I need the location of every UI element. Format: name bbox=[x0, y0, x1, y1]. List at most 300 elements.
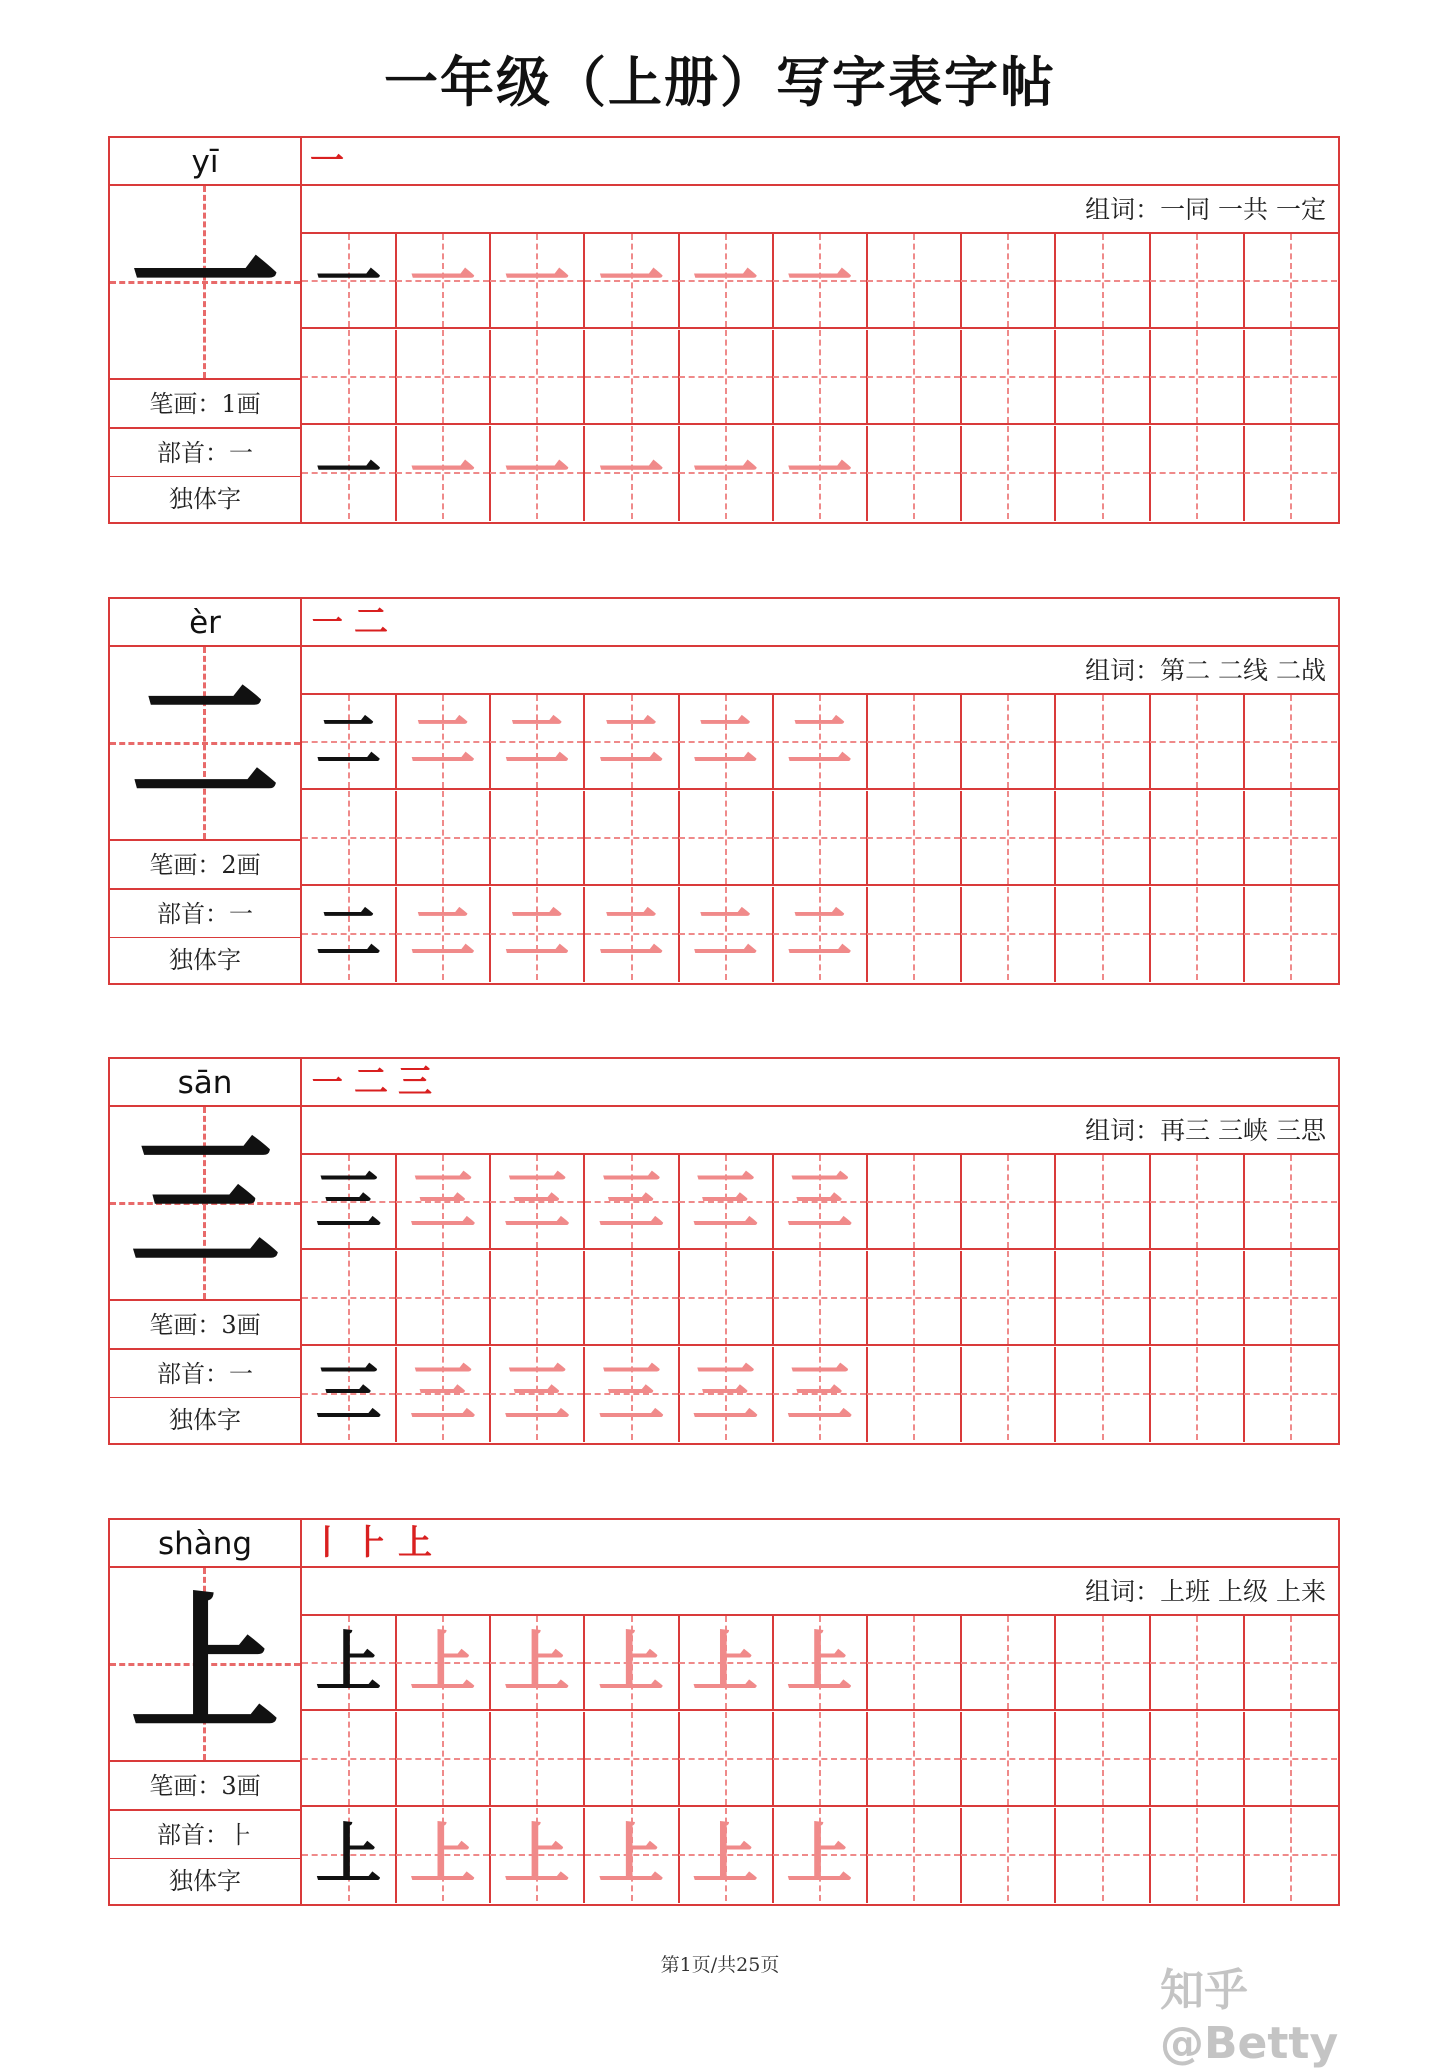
trace-glyph: 一 bbox=[692, 242, 759, 319]
practice-cell[interactable] bbox=[867, 1347, 962, 1442]
practice-cell[interactable] bbox=[773, 426, 868, 521]
practice-cell[interactable] bbox=[773, 1347, 868, 1442]
practice-cell[interactable] bbox=[1244, 695, 1339, 790]
guide-line-vertical bbox=[819, 791, 821, 884]
guide-line-vertical bbox=[1007, 1808, 1009, 1901]
practice-cell[interactable] bbox=[679, 1712, 774, 1807]
practice-cell[interactable] bbox=[961, 426, 1056, 521]
guide-line-vertical bbox=[1102, 1712, 1104, 1805]
guide-line-vertical bbox=[725, 791, 727, 884]
model-glyph: 二 bbox=[315, 703, 382, 780]
model-character-box bbox=[110, 1568, 300, 1762]
practice-cell[interactable] bbox=[961, 1155, 1056, 1250]
guide-line-vertical bbox=[1007, 1347, 1009, 1440]
guide-line-vertical bbox=[1102, 695, 1104, 788]
trace-glyph: 上 bbox=[692, 1816, 759, 1893]
stroke-order-step: 上 bbox=[398, 1523, 432, 1563]
practice-cell[interactable] bbox=[679, 887, 774, 982]
model-character: 一 bbox=[129, 197, 280, 371]
guide-line-vertical bbox=[725, 1251, 727, 1344]
practice-cell[interactable] bbox=[490, 791, 585, 886]
radical: 部首：一 bbox=[110, 429, 300, 477]
model-glyph: 二 bbox=[315, 895, 382, 972]
practice-cell[interactable] bbox=[961, 1251, 1056, 1346]
practice-cell[interactable] bbox=[1056, 234, 1151, 329]
guide-line-vertical bbox=[913, 887, 915, 980]
practice-cell[interactable] bbox=[490, 1251, 585, 1346]
model-glyph: 三 bbox=[315, 1163, 382, 1240]
guide-line-vertical bbox=[536, 1251, 538, 1344]
practice-cell[interactable] bbox=[1056, 1347, 1151, 1442]
writing-area bbox=[302, 1520, 1338, 1904]
trace-glyph: 三 bbox=[786, 1355, 853, 1432]
practice-cell[interactable] bbox=[1056, 1712, 1151, 1807]
guide-line-vertical bbox=[442, 330, 444, 423]
trace-glyph: 三 bbox=[598, 1355, 665, 1432]
practice-cell[interactable] bbox=[679, 1808, 774, 1903]
character-info-panel bbox=[110, 138, 302, 522]
practice-cell[interactable] bbox=[773, 1251, 868, 1346]
character-block bbox=[108, 1057, 1340, 1445]
practice-cell[interactable] bbox=[396, 1251, 491, 1346]
practice-cell[interactable] bbox=[961, 330, 1056, 425]
stroke-order-step: ㇐ bbox=[310, 1062, 344, 1102]
practice-cell[interactable] bbox=[773, 1712, 868, 1807]
guide-line-vertical bbox=[1290, 1251, 1292, 1344]
practice-cell[interactable] bbox=[302, 1347, 397, 1442]
practice-cell[interactable] bbox=[302, 234, 397, 329]
practice-cell[interactable] bbox=[1056, 887, 1151, 982]
practice-cell[interactable] bbox=[585, 1616, 680, 1711]
practice-cell[interactable] bbox=[679, 695, 774, 790]
practice-cell[interactable] bbox=[1150, 1712, 1245, 1807]
trace-glyph: 一 bbox=[598, 434, 665, 511]
practice-cell[interactable] bbox=[961, 1347, 1056, 1442]
guide-line-vertical bbox=[1007, 695, 1009, 788]
practice-cell[interactable] bbox=[773, 1155, 868, 1250]
practice-cell[interactable] bbox=[302, 1808, 397, 1903]
practice-cell[interactable] bbox=[679, 1616, 774, 1711]
practice-cell[interactable] bbox=[585, 426, 680, 521]
character-info-panel bbox=[110, 599, 302, 983]
practice-cell[interactable] bbox=[773, 695, 868, 790]
writing-area bbox=[302, 599, 1338, 983]
writing-area bbox=[302, 138, 1338, 522]
trace-glyph: 上 bbox=[692, 1624, 759, 1701]
trace-glyph: 一 bbox=[598, 242, 665, 319]
practice-cell[interactable] bbox=[679, 330, 774, 425]
word-examples-row bbox=[302, 1107, 1338, 1155]
trace-glyph: 上 bbox=[409, 1816, 476, 1893]
practice-cell[interactable] bbox=[396, 695, 491, 790]
trace-glyph: 三 bbox=[503, 1163, 570, 1240]
trace-glyph: 三 bbox=[503, 1355, 570, 1432]
word-examples-row bbox=[302, 647, 1338, 695]
practice-cell[interactable] bbox=[1244, 234, 1339, 329]
trace-glyph: 上 bbox=[786, 1624, 853, 1701]
model-character: 上 bbox=[129, 1579, 280, 1753]
guide-line-vertical bbox=[631, 1712, 633, 1805]
guide-line-vertical bbox=[1196, 695, 1198, 788]
practice-cell[interactable] bbox=[585, 887, 680, 982]
guide-line-vertical bbox=[1196, 234, 1198, 327]
practice-cell[interactable] bbox=[773, 330, 868, 425]
stroke-order-step: ⺊ bbox=[354, 1523, 388, 1563]
practice-cell[interactable] bbox=[1056, 426, 1151, 521]
trace-glyph: 二 bbox=[598, 895, 665, 972]
trace-glyph: 三 bbox=[409, 1163, 476, 1240]
stroke-order-step: 一 bbox=[310, 141, 344, 181]
guide-line-vertical bbox=[1196, 1251, 1198, 1344]
guide-line-vertical bbox=[1007, 1616, 1009, 1709]
practice-cell[interactable] bbox=[490, 330, 585, 425]
page-title: 一年级（上册）写字表字帖 bbox=[384, 51, 1056, 114]
trace-glyph: 上 bbox=[786, 1816, 853, 1893]
practice-cell[interactable] bbox=[302, 887, 397, 982]
practice-cell[interactable] bbox=[396, 1712, 491, 1807]
trace-glyph: 一 bbox=[786, 434, 853, 511]
practice-cell[interactable] bbox=[961, 887, 1056, 982]
word-examples: 组词：再三 三峡 三思 bbox=[1085, 1116, 1326, 1145]
practice-cell[interactable] bbox=[396, 426, 491, 521]
stroke-order-step: 二 bbox=[354, 602, 388, 642]
stroke-order-row bbox=[302, 1520, 1338, 1568]
practice-cell[interactable] bbox=[1150, 1155, 1245, 1250]
practice-cell[interactable] bbox=[679, 791, 774, 886]
practice-cell[interactable] bbox=[867, 1712, 962, 1807]
practice-cell[interactable] bbox=[867, 887, 962, 982]
practice-cell[interactable] bbox=[490, 887, 585, 982]
word-examples-row bbox=[302, 186, 1338, 234]
practice-cell[interactable] bbox=[1244, 1347, 1339, 1442]
guide-line-vertical bbox=[1102, 791, 1104, 884]
practice-cell[interactable] bbox=[1056, 695, 1151, 790]
practice-cell[interactable] bbox=[961, 1712, 1056, 1807]
trace-glyph: 二 bbox=[692, 895, 759, 972]
practice-cell[interactable] bbox=[679, 1251, 774, 1346]
practice-cell[interactable] bbox=[396, 330, 491, 425]
guide-line-vertical bbox=[1007, 791, 1009, 884]
guide-line-vertical bbox=[1196, 1712, 1198, 1805]
practice-cell[interactable] bbox=[396, 1808, 491, 1903]
guide-line-vertical bbox=[819, 330, 821, 423]
radical: 部首：一 bbox=[110, 1350, 300, 1398]
character-block bbox=[108, 597, 1340, 985]
practice-cell[interactable] bbox=[1150, 330, 1245, 425]
stroke-order-step: 二 bbox=[354, 1062, 388, 1102]
trace-glyph: 一 bbox=[692, 434, 759, 511]
practice-cell[interactable] bbox=[490, 1347, 585, 1442]
practice-cell[interactable] bbox=[773, 1616, 868, 1711]
practice-cell[interactable] bbox=[490, 234, 585, 329]
guide-line-vertical bbox=[1102, 887, 1104, 980]
practice-cell[interactable] bbox=[867, 330, 962, 425]
word-examples: 组词：上班 上级 上来 bbox=[1085, 1577, 1326, 1606]
guide-line-vertical bbox=[1102, 1616, 1104, 1709]
trace-glyph: 二 bbox=[786, 895, 853, 972]
practice-cell[interactable] bbox=[1150, 1808, 1245, 1903]
practice-cell[interactable] bbox=[867, 1251, 962, 1346]
practice-cell[interactable] bbox=[1056, 1808, 1151, 1903]
practice-cell[interactable] bbox=[1150, 234, 1245, 329]
model-glyph: 三 bbox=[315, 1355, 382, 1432]
model-character-box bbox=[110, 186, 300, 380]
model-character-box bbox=[110, 1107, 300, 1301]
practice-cell[interactable] bbox=[396, 791, 491, 886]
practice-cell[interactable] bbox=[679, 1155, 774, 1250]
practice-cell[interactable] bbox=[961, 1808, 1056, 1903]
guide-line-vertical bbox=[1290, 234, 1292, 327]
practice-cell[interactable] bbox=[1244, 791, 1339, 886]
structure: 独体字 bbox=[169, 946, 241, 974]
stroke-order-step: 三 bbox=[398, 1062, 432, 1102]
guide-line-vertical bbox=[1196, 791, 1198, 884]
guide-line-vertical bbox=[1007, 1712, 1009, 1805]
practice-cell[interactable] bbox=[585, 234, 680, 329]
model-glyph: 上 bbox=[315, 1816, 382, 1893]
practice-cell[interactable] bbox=[1150, 887, 1245, 982]
practice-cell[interactable] bbox=[867, 426, 962, 521]
trace-glyph: 三 bbox=[409, 1355, 476, 1432]
guide-line-vertical bbox=[913, 791, 915, 884]
practice-cell[interactable] bbox=[302, 695, 397, 790]
practice-cell[interactable] bbox=[585, 1347, 680, 1442]
guide-line-vertical bbox=[913, 1712, 915, 1805]
practice-cell[interactable] bbox=[302, 330, 397, 425]
stroke-count: 笔画：2画 bbox=[110, 841, 300, 890]
practice-cell[interactable] bbox=[867, 791, 962, 886]
guide-line-vertical bbox=[913, 1251, 915, 1344]
guide-line-vertical bbox=[1007, 234, 1009, 327]
practice-cell[interactable] bbox=[1244, 1616, 1339, 1711]
practice-cell[interactable] bbox=[679, 1347, 774, 1442]
structure: 独体字 bbox=[169, 485, 241, 513]
practice-cell[interactable] bbox=[1244, 887, 1339, 982]
practice-cell[interactable] bbox=[1244, 1155, 1339, 1250]
model-character-box bbox=[110, 647, 300, 841]
model-character: 二 bbox=[129, 658, 280, 832]
practice-cell[interactable] bbox=[773, 234, 868, 329]
guide-line-vertical bbox=[1007, 1155, 1009, 1248]
model-character: 三 bbox=[129, 1118, 280, 1292]
guide-line-vertical bbox=[631, 1251, 633, 1344]
practice-cell[interactable] bbox=[396, 887, 491, 982]
trace-glyph: 一 bbox=[786, 242, 853, 319]
trace-glyph: 二 bbox=[409, 703, 476, 780]
practice-cell[interactable] bbox=[1244, 426, 1339, 521]
guide-line-vertical bbox=[913, 1155, 915, 1248]
guide-line-vertical bbox=[536, 791, 538, 884]
structure: 独体字 bbox=[169, 1867, 241, 1895]
practice-cell[interactable] bbox=[396, 234, 491, 329]
practice-cell[interactable] bbox=[773, 887, 868, 982]
practice-cell[interactable] bbox=[773, 791, 868, 886]
practice-cell[interactable] bbox=[961, 791, 1056, 886]
practice-cell[interactable] bbox=[302, 1155, 397, 1250]
guide-line-vertical bbox=[1290, 1347, 1292, 1440]
guide-line-vertical bbox=[442, 1251, 444, 1344]
radical: 部首：⺊ bbox=[110, 1811, 300, 1859]
practice-cell[interactable] bbox=[585, 1712, 680, 1807]
pinyin: èr bbox=[110, 599, 300, 647]
guide-line-vertical bbox=[913, 234, 915, 327]
practice-cell[interactable] bbox=[585, 1155, 680, 1250]
guide-line-vertical bbox=[913, 330, 915, 423]
guide-line-vertical bbox=[442, 1712, 444, 1805]
practice-cell[interactable] bbox=[490, 1808, 585, 1903]
practice-cell[interactable] bbox=[1150, 695, 1245, 790]
practice-cell[interactable] bbox=[679, 426, 774, 521]
trace-glyph: 二 bbox=[786, 703, 853, 780]
practice-cell[interactable] bbox=[1056, 791, 1151, 886]
practice-cell[interactable] bbox=[396, 1155, 491, 1250]
guide-line-vertical bbox=[1196, 426, 1198, 519]
guide-line-vertical bbox=[348, 791, 350, 884]
radical: 部首：一 bbox=[110, 890, 300, 938]
practice-cell[interactable] bbox=[585, 695, 680, 790]
practice-cell[interactable] bbox=[1244, 1251, 1339, 1346]
trace-glyph: 二 bbox=[598, 703, 665, 780]
practice-cell[interactable] bbox=[1056, 1155, 1151, 1250]
trace-glyph: 二 bbox=[692, 703, 759, 780]
character-block bbox=[108, 136, 1340, 524]
practice-cell[interactable] bbox=[1244, 1808, 1339, 1903]
character-info-panel bbox=[110, 1059, 302, 1443]
practice-cell[interactable] bbox=[302, 1712, 397, 1807]
trace-glyph: 一 bbox=[503, 434, 570, 511]
stroke-order-row bbox=[302, 1059, 1338, 1107]
practice-cell[interactable] bbox=[1150, 1616, 1245, 1711]
practice-cell[interactable] bbox=[1244, 330, 1339, 425]
practice-cell[interactable] bbox=[961, 234, 1056, 329]
practice-cell[interactable] bbox=[585, 791, 680, 886]
guide-line-vertical bbox=[1102, 1347, 1104, 1440]
guide-line-vertical bbox=[1102, 426, 1104, 519]
guide-line-vertical bbox=[913, 1808, 915, 1901]
trace-glyph: 三 bbox=[598, 1163, 665, 1240]
guide-line-vertical bbox=[725, 1712, 727, 1805]
guide-line-vertical bbox=[1290, 695, 1292, 788]
practice-cell[interactable] bbox=[1150, 791, 1245, 886]
model-glyph: 上 bbox=[315, 1624, 382, 1701]
trace-glyph: 上 bbox=[598, 1816, 665, 1893]
practice-cell[interactable] bbox=[490, 695, 585, 790]
guide-line-vertical bbox=[1290, 1155, 1292, 1248]
practice-cell[interactable] bbox=[867, 695, 962, 790]
guide-line-vertical bbox=[536, 330, 538, 423]
stroke-count: 笔画：3画 bbox=[110, 1301, 300, 1350]
writing-area bbox=[302, 1059, 1338, 1443]
guide-line-vertical bbox=[1196, 1616, 1198, 1709]
practice-cell[interactable] bbox=[1150, 1347, 1245, 1442]
guide-line-vertical bbox=[348, 1251, 350, 1344]
practice-cell[interactable] bbox=[1150, 1251, 1245, 1346]
guide-line-vertical bbox=[348, 330, 350, 423]
guide-line-vertical bbox=[819, 1712, 821, 1805]
practice-cell[interactable] bbox=[585, 1808, 680, 1903]
practice-cell[interactable] bbox=[490, 1712, 585, 1807]
guide-line-vertical bbox=[1102, 330, 1104, 423]
guide-line-vertical bbox=[1196, 1808, 1198, 1901]
guide-line-vertical bbox=[1102, 234, 1104, 327]
trace-glyph: 上 bbox=[598, 1624, 665, 1701]
practice-cell[interactable] bbox=[1056, 330, 1151, 425]
practice-cell[interactable] bbox=[490, 1155, 585, 1250]
pinyin: shàng bbox=[110, 1520, 300, 1568]
stroke-count: 笔画：3画 bbox=[110, 1762, 300, 1811]
guide-line-vertical bbox=[913, 1616, 915, 1709]
practice-cell[interactable] bbox=[961, 695, 1056, 790]
guide-line-vertical bbox=[1102, 1251, 1104, 1344]
trace-glyph: 三 bbox=[692, 1163, 759, 1240]
practice-cell[interactable] bbox=[961, 1616, 1056, 1711]
trace-glyph: 三 bbox=[786, 1163, 853, 1240]
stroke-order-step: ㇐ bbox=[310, 602, 344, 642]
practice-cell[interactable] bbox=[302, 426, 397, 521]
guide-line-vertical bbox=[536, 1712, 538, 1805]
guide-line-vertical bbox=[1007, 887, 1009, 980]
practice-cell[interactable] bbox=[773, 1808, 868, 1903]
practice-cell[interactable] bbox=[302, 1251, 397, 1346]
practice-cell[interactable] bbox=[867, 234, 962, 329]
stroke-order-row bbox=[302, 599, 1338, 647]
practice-cell[interactable] bbox=[1150, 426, 1245, 521]
trace-glyph: 上 bbox=[409, 1624, 476, 1701]
trace-glyph: 一 bbox=[409, 434, 476, 511]
guide-line-vertical bbox=[1196, 330, 1198, 423]
guide-line-vertical bbox=[819, 1251, 821, 1344]
structure: 独体字 bbox=[169, 1406, 241, 1434]
trace-glyph: 二 bbox=[503, 895, 570, 972]
practice-cell[interactable] bbox=[867, 1155, 962, 1250]
guide-line-vertical bbox=[1007, 426, 1009, 519]
guide-line-vertical bbox=[913, 426, 915, 519]
model-glyph: 一 bbox=[315, 434, 382, 511]
practice-cell[interactable] bbox=[1056, 1616, 1151, 1711]
practice-cell[interactable] bbox=[490, 426, 585, 521]
practice-cell[interactable] bbox=[302, 791, 397, 886]
guide-line-vertical bbox=[1102, 1155, 1104, 1248]
practice-cell[interactable] bbox=[302, 1616, 397, 1711]
practice-cell[interactable] bbox=[490, 1616, 585, 1711]
guide-line-vertical bbox=[913, 1347, 915, 1440]
guide-line-vertical bbox=[1290, 887, 1292, 980]
practice-cell[interactable] bbox=[867, 1616, 962, 1711]
practice-cell[interactable] bbox=[867, 1808, 962, 1903]
guide-line-vertical bbox=[725, 330, 727, 423]
trace-glyph: 一 bbox=[409, 242, 476, 319]
practice-cell[interactable] bbox=[585, 1251, 680, 1346]
word-examples-row bbox=[302, 1568, 1338, 1616]
trace-glyph: 二 bbox=[503, 703, 570, 780]
guide-line-vertical bbox=[1290, 1616, 1292, 1709]
practice-cell[interactable] bbox=[396, 1347, 491, 1442]
trace-glyph: 三 bbox=[692, 1355, 759, 1432]
guide-line-vertical bbox=[1007, 1251, 1009, 1344]
practice-cell[interactable] bbox=[1056, 1251, 1151, 1346]
guide-line-vertical bbox=[1290, 330, 1292, 423]
trace-glyph: 二 bbox=[409, 895, 476, 972]
guide-line-vertical bbox=[1196, 887, 1198, 980]
page-number: 第1页/共25页 bbox=[660, 1954, 780, 1976]
character-block bbox=[108, 1518, 1340, 1906]
word-examples: 组词：第二 二线 二战 bbox=[1085, 656, 1326, 685]
trace-glyph: 上 bbox=[503, 1816, 570, 1893]
practice-cell[interactable] bbox=[585, 330, 680, 425]
practice-cell[interactable] bbox=[679, 234, 774, 329]
practice-cell[interactable] bbox=[1244, 1712, 1339, 1807]
practice-cell[interactable] bbox=[396, 1616, 491, 1711]
